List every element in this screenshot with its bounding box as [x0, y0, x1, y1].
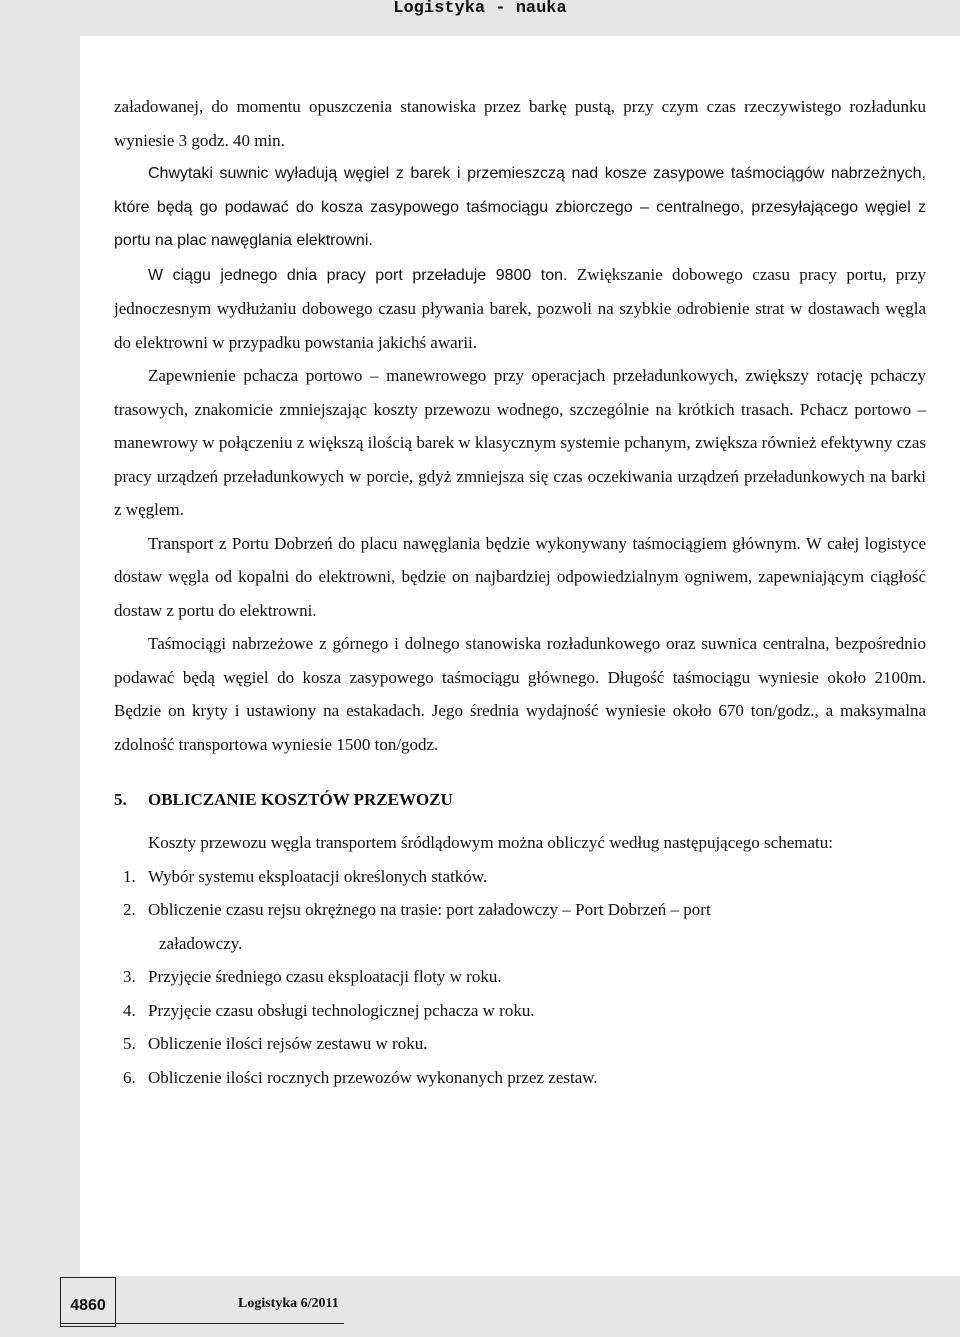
page-number: 4860	[70, 1297, 106, 1314]
paragraph-4: Zapewnienie pchacza portowo – manewrowego przy operacjach przeładunkowych, zwiększy rotację pchaczy trasowych, znakomicie zmniejszając koszty przewozu wodnego, szczególnie na krótkich trasach. Pchacz portowo – manewrowy w połączeniu z większą ilością barek w klasycznym systemie pchanym, zwiększa również efektywny czas pracy urządzeń przeładunkowych w porcie, gdyż zmniejsza się czas oczekiwania urządzeń przeładunkowych na barki z węglem.	[114, 366, 926, 519]
steps-list	[114, 860, 926, 1095]
paragraph-1: załadowanej, do momentu opuszczenia stanowiska przez barkę pustą, przy czym czas rzeczywistego rozładunku wyniesie 3 godz. 40 min.	[114, 97, 926, 150]
section-title: OBLICZANIE KOSZTÓW PRZEWOZU	[148, 790, 453, 809]
paragraph-6: Taśmociągi nabrzeżowe z górnego i dolnego stanowiska rozładunkowego oraz suwnica centralna, bezpośrednio podawać będą węgiel do kosza zasypowego taśmociągu głównego. Długość taśmociągu wyniesie około 2100m. Będzie on kryty i ustawiony na estakadach. Jego średnia wydajność wyniesie około 670 ton/godz., a maksymalna zdolność transportowa wyniesie 1500 ton/godz.	[114, 634, 926, 754]
journal-name: Logistyka 6/2011	[238, 1296, 339, 1311]
section-heading	[114, 783, 926, 816]
running-header	[0, 0, 960, 36]
article-body	[114, 90, 926, 1094]
list-item: 2. Obliczenie czasu rejsu okrężnego na trasie: port załadowczy – Port Dobrzeń – port załadowczy.	[123, 900, 711, 953]
section-number: 5.	[114, 790, 127, 809]
paragraph-3-rest: Zwiększanie dobowego czasu pracy portu, przy jednoczesnym wydłużaniu dobowego czasu pływania barek, pozwoli na szybkie odrobienie strat w dostawach węgla do elektrowni w przypadku powstania jakichś awarii.	[114, 264, 927, 352]
footer-rule	[60, 1323, 344, 1324]
list-item: 4. Przyjęcie czasu obsługi technologicznej pchacza w roku.	[123, 1000, 535, 1020]
paragraph-5: Transport z Portu Dobrzeń do placu nawęglania będzie wykonywany taśmociągiem głównym. W całej logistyce dostaw węgla od kopalni do elektrowni, będzie on najbardziej odpowiedzialnym ogniwem, zapewniającym ciągłość dostaw z portu do elektrowni.	[114, 533, 926, 620]
paragraph-2: Chwytaki suwnic wyładują węgiel z barek i przemieszczą nad kosze zasypowe taśmociągów nabrzeżnych, które będą go podawać do kosza zasypowego taśmociągu zbiorczego – centralnego, przesyłającego węgiel z portu na plac nawęglania elektrowni.	[114, 165, 926, 249]
list-item: 1. Wybór systemu eksploatacji określonych statków.	[123, 866, 488, 886]
header-title: Logistyka - nauka	[393, 0, 567, 18]
page-sheet	[80, 36, 960, 1276]
page-number-box	[60, 1277, 116, 1327]
list-item: 6. Obliczenie ilości rocznych przewozów wykonanych przez zestaw.	[123, 1067, 598, 1087]
section-intro: Koszty przewozu węgla transportem śródlądowym można obliczyć według następującego schematu:	[148, 833, 833, 852]
paragraph-3-lead: W ciągu jednego dnia pracy port przeładuje 9800 ton.	[148, 266, 568, 284]
paragraph-3	[114, 258, 926, 360]
list-item: 3. Przyjęcie średniego czasu eksploatacji floty w roku.	[123, 967, 502, 986]
list-item: 5. Obliczenie ilości rejsów zestawu w roku.	[123, 1034, 428, 1053]
